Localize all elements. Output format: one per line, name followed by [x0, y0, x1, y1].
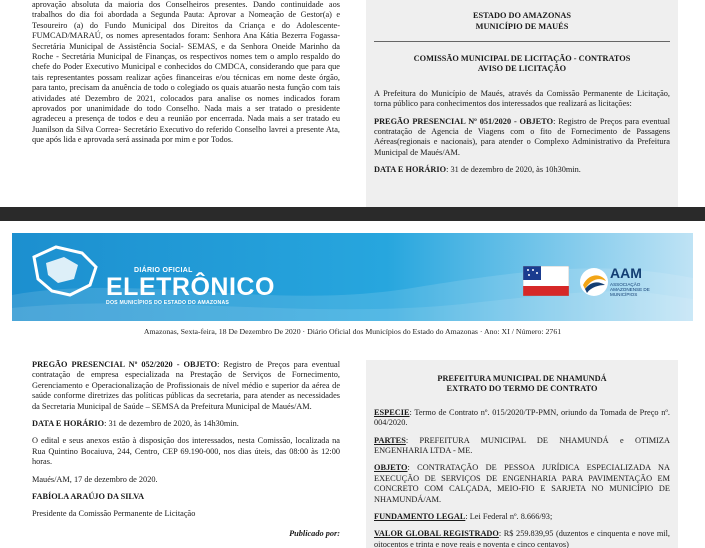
published-by: Publicado por: — [289, 528, 340, 538]
date-label: DATA E HORÁRIO — [32, 419, 105, 429]
pregao-052-label: PREGÃO PRESENCIAL Nº 052/2020 - OBJETO — [32, 360, 218, 369]
valor-global — [366, 529, 678, 548]
pregao-051-label: PREGÃO PRESENCIAL Nº 051/2020 - OBJETO — [374, 116, 554, 126]
fundamento-label: FUNDAMENTO LEGAL — [374, 512, 466, 522]
amazonas-flag-icon — [523, 266, 569, 296]
bottom-left-column — [32, 360, 340, 539]
top-right-column — [366, 0, 678, 207]
logo-small-text: DIÁRIO OFICIAL — [134, 267, 193, 274]
page-separator — [0, 207, 705, 221]
signer-name-text: FABÍOLA ARAÚJO DA SILVA — [32, 492, 145, 502]
place-date: Maués/AM, 17 de dezembro de 2020. — [32, 474, 158, 484]
aam-emblem-icon — [579, 267, 609, 297]
extrato-title: EXTRATO DO TERMO DE CONTRATO — [446, 384, 598, 394]
government-header — [366, 0, 678, 32]
ata-paragraph: aprovação absoluta da maioria dos Conselheiros presentes. Dando continuidade aos trabalhos do dia foi abordada a Segunda Pauta: Aprovar a Nomeação de Gestor(a) e Tesoureiro (a) do Fundo Municipal dos Direitos da Criança e do Adolescente- FUMCAD/MARAÚ, os nomes apresentados foram: Senhora Ana Kátia Bezerra Fogassa- Secretária Municipal de Assistência Social- SEMAS, e da Senhora Oneide Marinho da Roche - Secretária Municipal de Finanças, os respectivos nomes tem o amplo respaldo do chefe do Poder Executivo Municipal e conhecidos do CMDCA, considerando que para que tais representantes possam realizar ações financeiras e/ou técnicas em nome deste órgão, para tanto, precisam da anuência de todo o colegiado os quais atuarão nesta função com tais atividades até Dezembro de 2021, colocados para analise os nomes indicados foram aprovados por unanimidade do todo Conselho. Nada mais a ser tratado o presidente agradeceu a presença de todos e deu a reunião por encerrada. Nada mais a ser tratado eu Juanilson da Silva Correa- Secretário Executivo do referido Conselho lavrei a presente Ata, que após lida e aprovada será assinada por mim e por Todos. — [32, 0, 340, 145]
edition-date-line: Amazonas, Sexta-feira, 18 De Dezembro De 2020 · Diário Oficial dos Municípios do Estado do Amazonas · Ano: XI / Número: 2761 — [143, 327, 562, 336]
pregao-051-text: : Registro de Preços para eventual contratação de Agencia de Viagens com o fito de Fornecimento de Passagens Aéreas(regionais e nacionais), para atender o Complexo Administrativo da Prefeitura Municipal de Maués/AM. — [374, 116, 671, 157]
edital-info: O edital e seus anexos estão à disposição dos interessados, nesta Comissão, localizada na Rua Quintino Bocaiuva, 244, Centro, CEP 69.190-000, nos dias úteis, das 08:00 às 12:00 horas. — [32, 436, 340, 467]
especie-text: : Termo de Contrato nº. 015/2020/TP-PMN, oriundo da Tomada de Preço nº. 004/2020. — [374, 407, 670, 428]
valor-text: : R$ 259.839,95 (duzentos e cinquenta e nove mil, oitocentos e trinta e nove reais e noventa e cinco centavos) — [374, 529, 670, 548]
pregao-052-date — [32, 419, 340, 429]
especie-label: ESPECIE — [374, 407, 410, 417]
pregao-052-text: : Registro de Preços para eventual contratação de empresa especializada na Prestação de Serviços de Fornecimento, Gerenciamento e Operacionalização de Profissionais de nível médio e superior da aérea de saúde conforme diretrizes das políticas públicas da secretaria, para atender as necessidades da Secretaria Municipal de Saúde – SEMSA da Prefeitura Municipal de Maués/AM. — [32, 360, 341, 411]
pregao-052 — [32, 360, 340, 412]
objeto-label: OBJETO — [374, 463, 408, 473]
logo-subtitle: DOS MUNICÍPIOS DO ESTADO DO AMAZONAS — [106, 300, 230, 306]
especie — [366, 408, 678, 429]
diario-oficial-banner — [12, 233, 693, 321]
valor-label: VALOR GLOBAL REGISTRADO — [374, 529, 499, 539]
prefeitura-title: PREFEITURA MUNICIPAL DE NHAMUNDÁ — [437, 374, 607, 383]
pregao-051 — [366, 117, 678, 159]
commission-title: COMISSÃO MUNICIPAL DE LICITAÇÃO - CONTRATOS — [413, 54, 631, 63]
partes-label: PARTES — [374, 435, 406, 445]
bottom-page — [0, 221, 705, 548]
date-text: : 31 de dezembro de 2020, às 10h30min. — [446, 165, 581, 175]
aam-sub-line-2: AMAZONENSE DE — [610, 287, 650, 293]
aam-sub-line-1: ASSOCIAÇÃO — [610, 282, 641, 287]
logo-title: ELETRÔNICO — [106, 273, 275, 301]
objeto — [366, 463, 678, 505]
municipality-name: MUNICÍPIO DE MAUÉS — [475, 21, 569, 31]
bottom-right-column — [366, 360, 678, 548]
aam-name: AAM — [610, 265, 642, 281]
date-text: : 31 de dezembro de 2020, às 14h30min. — [104, 419, 239, 429]
notice-title: AVISO DE LICITAÇÃO — [477, 64, 567, 74]
fundamento-legal — [366, 512, 678, 522]
aam-sub-line-3: MUNICÍPIOS — [610, 292, 638, 298]
date-label: DATA E HORÁRIO — [374, 165, 447, 175]
logo — [106, 267, 275, 306]
top-left-column — [32, 0, 340, 146]
signer-name — [32, 492, 340, 502]
commission-header — [366, 54, 678, 75]
objeto-text: : CONTRATAÇÃO DE PESSOA JURÍDICA ESPECIALIZADA NA EXECUÇÃO DE SERVIÇOS DE ENGENHARIA PARA PAVIMENTAÇÃO EM CONCRETO COM CALÇADA, MEIO-FIO E SARJETA NO MUNICÍPIO DE NHAMUNDÁ/AM. — [374, 463, 670, 504]
partes — [366, 436, 678, 457]
fundamento-text: : Lei Federal nº. 8.666/93; — [465, 512, 553, 522]
contract-header — [366, 360, 678, 395]
state-name: ESTADO DO AMAZONAS — [472, 11, 572, 20]
pregao-051-date — [366, 165, 678, 175]
notice-intro: A Prefeitura do Município de Maués, através da Comissão Permanente de Licitação, torna público para conhecimentos dos interessados que realizará as licitações: — [374, 88, 670, 109]
divider — [374, 41, 670, 42]
signer-role: Presidente da Comissão Permanente de Licitação — [32, 509, 196, 519]
aam-logo — [579, 263, 669, 305]
aam-subtitle — [610, 282, 650, 298]
partes-text: : PREFEITURA MUNICIPAL DE NHAMUNDÁ e OTIMIZA ENGENHARIA LTDA - ME. — [374, 435, 670, 456]
top-page-fragment — [0, 0, 705, 207]
